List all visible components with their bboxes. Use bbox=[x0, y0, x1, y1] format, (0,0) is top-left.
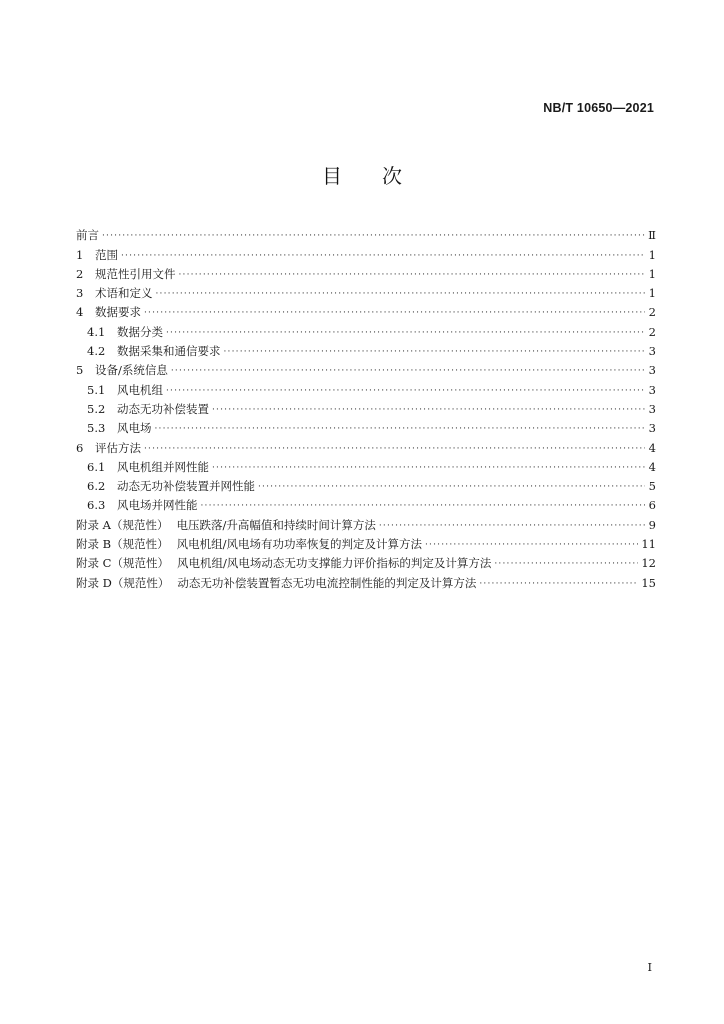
toc-entry[interactable] bbox=[76, 319, 656, 338]
toc-entry[interactable] bbox=[76, 455, 656, 474]
toc-entry-title: 设备/系统信息 bbox=[95, 363, 168, 378]
toc-entry[interactable] bbox=[76, 281, 656, 300]
toc-entry-number: 4.1 bbox=[87, 324, 106, 339]
toc-entry[interactable] bbox=[76, 377, 656, 396]
toc-entry-page: 6 bbox=[648, 498, 656, 513]
toc-dot-leader bbox=[155, 423, 646, 435]
toc-dot-leader bbox=[144, 443, 645, 455]
toc-dot-leader bbox=[144, 307, 645, 319]
toc-entry-number: 6 bbox=[76, 440, 84, 455]
toc-entry-page: 15 bbox=[641, 575, 656, 590]
toc-entry[interactable] bbox=[76, 570, 656, 589]
toc-entry-title: 范围 bbox=[95, 247, 118, 262]
toc-dot-leader bbox=[179, 269, 646, 281]
toc-entry-title: 数据分类 bbox=[117, 324, 163, 339]
toc-dot-leader bbox=[212, 404, 645, 416]
toc-entry-title: 动态无功补偿装置 bbox=[117, 401, 209, 416]
toc-dot-leader bbox=[166, 385, 645, 397]
toc-dot-leader bbox=[166, 327, 645, 339]
toc-dot-leader bbox=[212, 462, 645, 474]
toc-entry-number: 6.1 bbox=[87, 459, 106, 474]
toc-dot-leader bbox=[494, 558, 638, 570]
toc-entry-title: 动态无功补偿装置暂态无功电流控制性能的判定及计算方法 bbox=[177, 575, 477, 590]
toc-dot-leader bbox=[224, 346, 646, 358]
toc-entry-page: 3 bbox=[648, 421, 656, 436]
toc-appendix-label: 附录 C（规范性） bbox=[76, 556, 169, 571]
toc-entry-title: 数据采集和通信要求 bbox=[117, 344, 221, 359]
toc-entry[interactable] bbox=[76, 493, 656, 512]
toc-entry-title: 风电机组 bbox=[117, 382, 163, 397]
toc-entry[interactable] bbox=[76, 262, 656, 281]
toc-entry-number: 2 bbox=[76, 266, 84, 281]
toc-entry-number: 4.2 bbox=[87, 344, 106, 359]
toc-entry[interactable] bbox=[76, 339, 656, 358]
page-title: 目次 bbox=[322, 164, 442, 188]
toc-entry[interactable] bbox=[76, 532, 656, 551]
toc-entry-number: 6.3 bbox=[87, 498, 106, 513]
toc-entry-title: 评估方法 bbox=[95, 440, 141, 455]
toc-dot-leader bbox=[479, 578, 638, 590]
toc-entry-page: 3 bbox=[648, 401, 656, 416]
toc-entry-page: 2 bbox=[648, 324, 656, 339]
toc-entry-page: 11 bbox=[641, 537, 656, 552]
toc-entry-number: 5.1 bbox=[87, 382, 106, 397]
table-of-contents bbox=[76, 223, 656, 590]
toc-dot-leader bbox=[171, 365, 645, 377]
toc-dot-leader bbox=[102, 230, 645, 242]
toc-entry-title: 数据要求 bbox=[95, 305, 141, 320]
toc-dot-leader bbox=[156, 288, 646, 300]
toc-entry-number: 5.2 bbox=[87, 401, 106, 416]
toc-entry-title: 风电机组并网性能 bbox=[117, 459, 209, 474]
toc-entry-title: 风电机组/风电场动态无功支撑能力评价指标的判定及计算方法 bbox=[176, 556, 492, 571]
toc-entry-number: 1 bbox=[76, 247, 84, 262]
toc-entry-page: 1 bbox=[648, 247, 656, 262]
toc-entry[interactable] bbox=[76, 551, 656, 570]
toc-entry-number: 5 bbox=[76, 363, 84, 378]
toc-entry-title: 前言 bbox=[76, 228, 99, 243]
toc-entry-page: 3 bbox=[648, 344, 656, 359]
toc-entry-number: 6.2 bbox=[87, 479, 106, 494]
toc-entry[interactable] bbox=[76, 416, 656, 435]
toc-entry-page: 1 bbox=[648, 266, 656, 281]
toc-entry-page: 3 bbox=[648, 363, 656, 378]
toc-entry-page: 5 bbox=[648, 479, 656, 494]
toc-entry[interactable] bbox=[76, 512, 656, 531]
toc-entry-title: 规范性引用文件 bbox=[95, 266, 176, 281]
toc-entry[interactable] bbox=[76, 358, 656, 377]
toc-entry-page: 4 bbox=[648, 459, 656, 474]
page-number: I bbox=[647, 960, 652, 974]
standard-code: NB/T 10650—2021 bbox=[543, 101, 654, 115]
toc-dot-leader bbox=[258, 481, 645, 493]
toc-entry[interactable] bbox=[76, 474, 656, 493]
toc-entry-page: 1 bbox=[648, 286, 656, 301]
toc-entry-title: 动态无功补偿装置并网性能 bbox=[117, 479, 255, 494]
toc-entry-title: 电压跌落/升高幅值和持续时间计算方法 bbox=[176, 517, 376, 532]
toc-entry-page: Ⅱ bbox=[648, 228, 656, 243]
toc-entry-number: 3 bbox=[76, 286, 84, 301]
toc-entry-page: 2 bbox=[648, 305, 656, 320]
toc-entry-number: 4 bbox=[76, 305, 84, 320]
toc-dot-leader bbox=[379, 520, 645, 532]
toc-entry-title: 术语和定义 bbox=[95, 286, 153, 301]
toc-entry-page: 3 bbox=[648, 382, 656, 397]
toc-entry-page: 9 bbox=[648, 517, 656, 532]
toc-entry[interactable] bbox=[76, 223, 656, 242]
toc-appendix-label: 附录 D（规范性） bbox=[76, 575, 170, 590]
toc-entry-title: 风电场并网性能 bbox=[117, 498, 198, 513]
toc-dot-leader bbox=[425, 539, 638, 551]
toc-entry-number: 5.3 bbox=[87, 421, 106, 436]
toc-entry[interactable] bbox=[76, 435, 656, 454]
toc-entry-title: 风电场 bbox=[117, 421, 152, 436]
toc-entry[interactable] bbox=[76, 397, 656, 416]
toc-appendix-label: 附录 A（规范性） bbox=[76, 517, 169, 532]
toc-dot-leader bbox=[121, 250, 645, 262]
toc-entry-page: 4 bbox=[648, 440, 656, 455]
toc-appendix-label: 附录 B（规范性） bbox=[76, 537, 169, 552]
toc-entry-page: 12 bbox=[641, 556, 656, 571]
toc-entry[interactable] bbox=[76, 300, 656, 319]
toc-dot-leader bbox=[201, 500, 646, 512]
toc-entry[interactable] bbox=[76, 242, 656, 261]
toc-entry-title: 风电机组/风电场有功功率恢复的判定及计算方法 bbox=[176, 537, 422, 552]
